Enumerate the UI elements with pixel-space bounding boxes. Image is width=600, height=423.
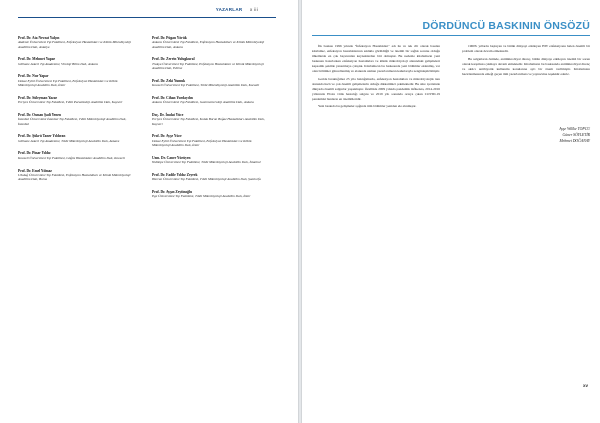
- author-name: Prof. Dr. Fadile Yıldız Zeyrek: [152, 172, 198, 177]
- header-rule: [18, 17, 276, 18]
- author-entry: [152, 156, 270, 165]
- preface-paragraph: İlk baskısı 1996 yılında "İnfeksiyon Hastalıkları" adı ile ve tek cilt olarak basılan kitabımız, enfeksiyon hastalıklarının sıklıkla görüldüğü ve önemli bir sağlık sorunu olduğu ülkemizde en çok başvurulan kaynaklardan biri olmuştur. Bu nedenle kitabımızın yeni baskısını hazırlarken enfeksiyon hastalıkları ve klinik mikrobiyoloji alanındaki gelişmeleri kapsamlı şekilde yansıtmaya çalıştık. Kitabımızın bu baskısında yeni bölümler eklenmiş, var olan bölümler güncellenmiş ve alanında uzman yazarlarımızın katkılarıyla zenginleştirilmiştir.: [312, 44, 440, 73]
- author-name: Prof. Dr. Zeki Yumuk: [152, 78, 186, 83]
- author-name: Prof. Dr. Nur Yapar: [18, 74, 49, 79]
- author-name: Prof. Dr. Pinar Yıldız: [18, 151, 51, 156]
- author-name: Prof. Dr. Cihan Yurdaydın: [152, 95, 193, 100]
- title-rule: [312, 35, 590, 36]
- author-name: Prof. Dr. Osman Şadi Yenen: [18, 112, 61, 117]
- author-affiliation: Harran Üniversitesi Tıp Fakültesi, Tıbbi Mikrobiyoloji Anabilim Dalı, Şanlıurfa: [152, 177, 261, 182]
- signatory-name: Mehmet DOĞANAY: [559, 139, 590, 144]
- author-name: Prof. Dr. Ata Nevzat Yalçın: [18, 36, 60, 40]
- author-affiliation: Ege Üniversitesi Tıp Fakültesi, Tıbbi Mikrobiyoloji Anabilim Dalı, İzmir: [152, 194, 251, 199]
- author-entry: [152, 57, 270, 70]
- signatory-name: Ayşe Willke TOPCU: [559, 127, 590, 131]
- preface-paragraph: Geride bıraktığımız 25 yıla baktığımızda, enfeksiyon hastalıkları ve mikrobiyolojik tanı alanında hızlı ve çok önemli gelişmelerin olduğu dikkatimizi çekmektedir. Bu süre içerisinde dünyada önemli salgınlar yaşanmıştır. Özellikle 2009 yılında pandemik influenza, 2014-2016 yıllarında Ebola virüs hastalığı salgını ve 2019 yılı sonunda ortaya çıkan COVID-19 pandemisi bunların en önemlileridir.: [312, 76, 440, 101]
- author-entry: [152, 113, 270, 126]
- preface-column-1: [312, 44, 440, 112]
- author-entry: [152, 190, 270, 199]
- header-title: YAZARLAR: [215, 7, 243, 12]
- preface-paragraph: Yeni baskıda bu gelişmeler ışığında tüm bölümler yeniden ele alınmıştır.: [318, 104, 417, 108]
- preface-column-2: [462, 44, 590, 79]
- author-entry: [18, 74, 136, 87]
- author-name: Prof. Dr. Ayşın Zeytinoğlu: [152, 189, 192, 194]
- authors-column-1: [18, 36, 136, 190]
- author-affiliation: Dokuz Eylül Üniversitesi Tıp Fakültesi, Enfeksiyon Hastalıkları ve Klinik Mikrobiyoloji Anabilim Dalı, İzmir: [18, 78, 118, 88]
- author-affiliation: Dokuz Eylül Üniversitesi Tıp Fakültesi, Enfeksiyon Hastalıkları ve Klinik Mikrobiyoloji Anabilim Dalı, İzmir: [152, 138, 252, 148]
- author-entry: [152, 134, 270, 147]
- author-affiliation: Erciyes Üniversitesi Tıp Fakültesi, Tıbbi Parazitoloji Anabilim Dalı, Kayseri: [18, 100, 123, 105]
- author-affiliation: Yeditepe Üniversitesi Tıp Fakültesi, Tıbbi Mikrobiyoloji Anabilim Dalı, İstanbul: [152, 160, 261, 165]
- running-header: [216, 7, 258, 12]
- author-entry: [152, 96, 270, 105]
- author-name: Prof. Dr. Süleyman Yazar: [18, 95, 58, 100]
- author-entry: [18, 151, 136, 160]
- page-title: DÖRDÜNCÜ BASKININ ÖNSÖZÜ: [422, 20, 590, 32]
- left-page: [0, 0, 298, 423]
- author-entry: [18, 113, 136, 126]
- author-affiliation: Erciyes Üniversitesi Tıp Fakültesi, Kulak Burun Boğaz Hastalıkları Anabilim Dalı, Kayseri: [152, 117, 265, 126]
- author-name: Prof. Dr. Mehmet Yapar: [18, 57, 56, 62]
- right-page: [302, 0, 600, 423]
- author-affiliation: Akdeniz Üniversitesi Tıp Fakültesi, Enfeksiyon Hastalıkları ve Klinik Mikrobiyoloji Anabilim Dalı, Antalya: [18, 40, 131, 49]
- page-number: xv: [582, 383, 588, 388]
- author-affiliation: Trakya Üniversitesi Tıp Fakültesi, Enfeksiyon Hastalıkları ve Klinik Mikrobiyoloji Anabilim Dalı, Edirne: [152, 61, 264, 71]
- author-entry: [18, 96, 136, 105]
- author-name: Prof. Dr. Şükrü Taner Yıldıran: [18, 134, 66, 139]
- author-affiliation: Uludağ Üniversitesi Tıp Fakültesi, Enfeksiyon Hastalıkları ve Klinik Mikrobiyoloji Anabilim Dalı, Bursa: [18, 172, 131, 182]
- author-name: Prof. Dr. Ayşe Yüce: [152, 134, 182, 139]
- author-affiliation: İstanbul Üniversitesi İstanbul Tıp Fakültesi, Tıbbi Mikrobiyoloji Anabilim Dalı, İstanbul: [18, 117, 127, 126]
- author-name: Prof. Dr. Pügan Yörük: [152, 36, 187, 40]
- author-entry: [152, 79, 270, 88]
- author-name: Prof. Dr. Zerrin Yulugkural: [152, 57, 195, 62]
- signatories: [462, 126, 590, 145]
- author-affiliation: Ankara Üniversitesi Tıp Fakültesi, Gastroenteroloji Anabilim Dalı, Ankara: [152, 100, 254, 105]
- author-entry: [18, 169, 136, 182]
- author-entry: [18, 134, 136, 143]
- author-affiliation: Ankara Üniversitesi Tıp Fakültesi, Enfeksiyon Hastalıkları ve Klinik Mikrobiyoloji Anabilim Dalı, Ankara: [152, 40, 265, 49]
- header-page-number: x iii: [250, 7, 258, 12]
- preface-paragraph: Bu salgınların önünde, antimikrobiyal direnç, bütün dünyayı etkileyen önemli bir sorun olarak karşımıza çıkmaya devam etmektedir. Kitabımızın bu baskısında antimikrobiyal direnç ve akılcı antibiyotik kullanımı konularına ayrı bir önem verilmiştir. Kitabımızın hazırlanmasında emeği geçen tüm yazarlarımıza ve yayınevine teşekkür ederiz.: [462, 56, 590, 76]
- authors-column-2: [152, 36, 270, 207]
- author-name: Prof. Dr. Emel Yılmaz: [18, 168, 52, 173]
- author-affiliation: Kocaeli Üniversitesi Tıp Fakültesi, Tıbbi Mikrobiyoloji Anabilim Dalı, Kocaeli: [152, 83, 260, 88]
- author-name: Doç. Dr. İmdat Yüce: [152, 112, 184, 117]
- signatory-name: Güner SÖYLETİR: [562, 133, 590, 138]
- author-entry: [152, 173, 270, 182]
- author-name: Uzm. Dr. Caner Yürüyen: [152, 155, 191, 160]
- author-entry: [18, 36, 136, 49]
- author-affiliation: Gülhane Askeri Tıp Akademisi, Tıbbi Mikrobiyoloji Anabilim Dalı, Ankara: [18, 138, 120, 143]
- author-affiliation: Gülhane Askeri Tıp Akademisi, Viroloji Bilim Dalı, Ankara: [18, 61, 98, 66]
- author-entry: [18, 57, 136, 66]
- author-affiliation: Kocaeli Üniversitesi Tıp Fakültesi, Göğüs Hastalıkları Anabilim Dalı, Kocaeli: [18, 155, 125, 160]
- author-entry: [152, 36, 270, 49]
- preface-paragraph: 1960'lı yıllarda başlayan ve bütün dünyayı etkileyen HIV enfeksiyonu halen önemli bir problem olarak devam etmektedir.: [462, 44, 590, 53]
